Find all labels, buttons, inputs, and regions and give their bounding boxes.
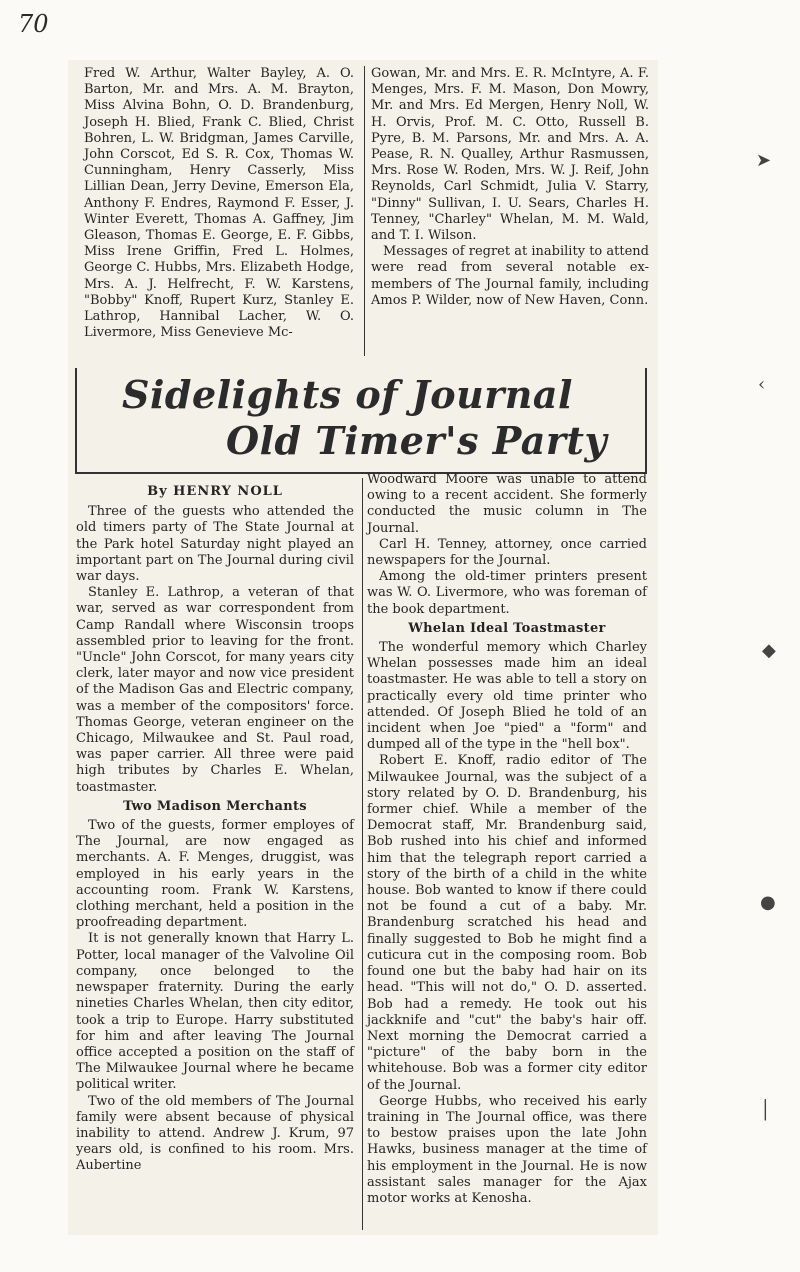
scan-mark: │ [760,1100,771,1121]
subheading-two-madison-merchants: Two Madison Merchants [123,798,307,814]
article-paragraph: Two of the guests, former employes of The Journal, are now engaged as merchants. A. F. Menges, druggist, was employed in his early years in the accounting room. Frank W. Karstens, clothing merchant, held a position in the proofreading department. [76,818,354,931]
article-right-column [367,472,647,1207]
scan-mark: ● [760,892,776,913]
guest-names-left: Fred W. Arthur, Walter Bayley, A. O. Barton, Mr. and Mrs. A. M. Brayton, Miss Alvina Bohn, O. D. Brandenburg, Joseph H. Blied, Frank C. Blied, Christ Bohren, L. W. Bridgman, James Carville, John Corscot, Ed S. R. Cox, Thomas W. Cunningham, Henry Casserly, Miss Lillian Dean, Jerry Devine, Emerson Ela, Anthony F. Endres, Raymond F. Esser, J. Winter Everett, Thomas A. Gaffney, Jim Gleason, Thomas E. George, E. F. Gibbs, Miss Irene Griffin, Fred L. Holmes, George C. Hubbs, Mrs. Elizabeth Hodge, Mrs. A. J. Helfrecht, F. W. Karstens, "Bobby" Knoff, Rupert Kurz, Stanley E. Lathrop, Hannibal Lacher, W. O. Livermore, Miss Genevieve Mc- [84,66,354,341]
article-paragraph: Carl H. Tenney, attorney, once carried newspapers for the Journal. [367,536,647,569]
headline-line-2: Old Timer's Party [226,418,608,463]
scan-mark: ➤ [756,150,772,171]
column-divider-article [362,478,363,1230]
article-paragraph: Two of the old members of The Journal family were absent because of physical inability to attend. Andrew J. Krum, 97 years old, is confined to his room. Mrs. Aubertine [76,1093,354,1174]
subheading-whelan-ideal-toastmaster: Whelan Ideal Toastmaster [408,620,606,636]
guest-list-right-column [371,66,649,309]
article-paragraph: George Hubbs, who received his early training in The Journal office, was there to bestow praises upon the late John Hawks, business manager at the time of his employment in the Journal. He is now assistant sales manager for the Ajax motor works at Kenosha. [367,1093,647,1206]
article-paragraph: The wonderful memory which Charley Whelan possesses made him an ideal toastmaster. He was able to tell a story on practically every old time printer who attended. Of Joseph Blied he told of an incident when Joe "pied" a "form" and dumped all of the type in the "hell box". [367,640,647,753]
column-divider-top [364,66,365,356]
scan-mark: ‹ [758,374,766,395]
article-paragraph: Robert E. Knoff, radio editor of The Milwaukee Journal, was the subject of a story related by O. D. Brandenburg, his former chief. While a member of the Democrat staff, Mr. Brandenburg said, Bob rushed into his chief and informed him that the telegraph report carried a story of the birth of a child in the white house. Bob wanted to know if there could not be found a cut of a baby. Mr. Brandenburg scratched his head and finally suggested to Bob he might find a cuticura cut in the composing room. Bob found one but the baby had hair on its head. "This will not do," O. D. asserted. Bob had a remedy. He took out his jackknife and "cut" the baby's hair off. Next morning the Democrat carried a "picture" of the baby born in the whitehouse. Bob was a former city editor of the Journal. [367,753,647,1093]
byline: By HENRY NOLL [147,484,283,499]
article-left-column [76,482,354,1175]
article-paragraph: Woodward Moore was unable to attend owing to a recent accident. She formerly conducted the music column in The Journal. [367,472,647,536]
article-paragraph: It is not generally known that Harry L. Potter, local manager of the Valvoline Oil company, once belonged to the newspaper fraternity. During the early nineties Charles Whelan, then city editor, took a trip to Europe. Harry substituted for him and after leaving The Journal office accepted a position on the staff of The Milwaukee Journal where he became political writer. [76,931,354,1093]
guest-names-right: Gowan, Mr. and Mrs. E. R. McIntyre, A. F. Menges, Mrs. F. M. Mason, Don Mowry, Mr. and Mrs. Ed Mergen, Henry Noll, W. H. Orvis, Prof. M. C. Otto, Russell B. Pyre, B. M. Parsons, Mr. and Mrs. A. A. Pease, R. N. Qualley, Arthur Rasmussen, Mrs. Rose W. Roden, Mrs. W. J. Reif, John Reynolds, Carl Schmidt, Julia V. Starry, "Dinny" Sullivan, I. U. Sears, Charles H. Tenney, "Charley" Whelan, M. M. Wald, and T. I. Wilson. [371,66,649,244]
guest-list-left-column [84,66,354,341]
article-paragraph: Three of the guests who attended the old timers party of The State Journal at the Park hotel Saturday night played an important part on The Journal during civil war days. [76,504,354,585]
article-paragraph: Among the old-timer printers present was W. O. Livermore, who was foreman of the book department. [367,569,647,617]
article-paragraph: Stanley E. Lathrop, a veteran of that war, served as war correspondent from Camp Randall where Wisconsin troops assembled prior to leaving for the front. "Uncle" John Corscot, for many years city clerk, later mayor and now vice president of the Madison Gas and Electric company, was a member of the compositors' force. Thomas George, veteran engineer on the Chicago, Milwaukee and St. Paul road, was paper carrier. All three were paid high tributes by Charles E. Whelan, toastmaster. [76,585,354,795]
scan-mark: ◆ [762,640,776,661]
headline-line-1: Sidelights of Journal [122,372,573,417]
regrets-paragraph: Messages of regret at inability to attend were read from several notable ex-members of The Journal family, including Amos P. Wilder, now of New Haven, Conn. [371,244,649,308]
page-number: 70 [18,10,49,38]
